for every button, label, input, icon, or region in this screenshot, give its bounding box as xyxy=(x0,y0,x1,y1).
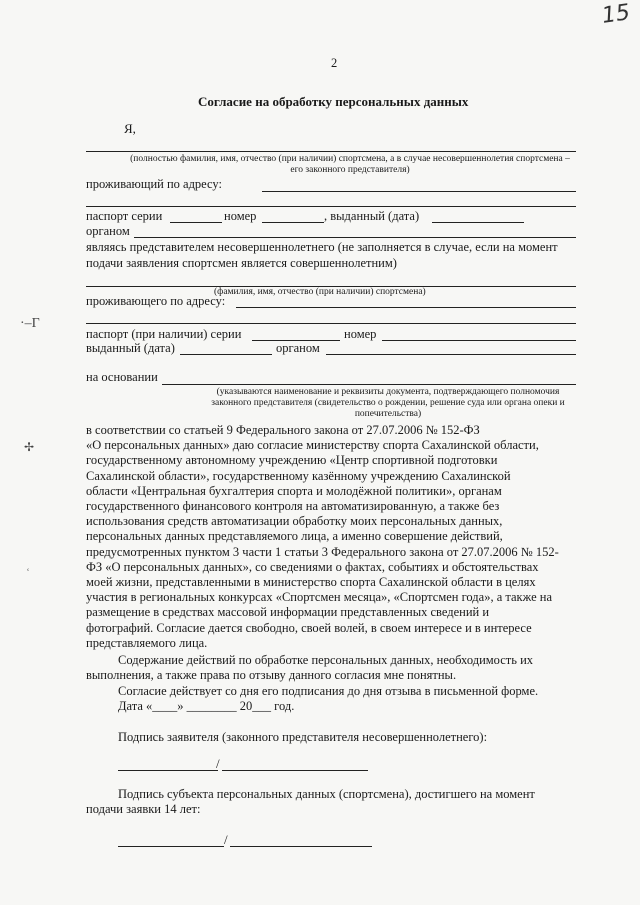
athlete-organ-field[interactable] xyxy=(326,354,576,355)
consent-line: моей жизни, представленными в министерство спорта Сахалинской области в целях xyxy=(86,575,536,590)
page-number: 2 xyxy=(331,56,338,70)
organ-field[interactable] xyxy=(134,237,576,238)
athlete-organ-label: органом xyxy=(276,341,320,355)
passport-number-field[interactable] xyxy=(262,222,324,223)
issued-date-field[interactable] xyxy=(432,222,524,223)
athlete-issued-label: выданный (дата) xyxy=(86,341,175,355)
applicant-signature-field[interactable] xyxy=(118,770,218,771)
subject-signature-label-1: Подпись субъекта персональных данных (спортсмена), достигшего на момент xyxy=(118,787,535,801)
address-label: проживающий по адресу: xyxy=(86,177,222,191)
issued-label: , выданный (дата) xyxy=(324,209,420,223)
consent-line: персональных данных представляемого лица, а именно совершение действий, xyxy=(86,529,503,544)
handwritten-page-number: 15 xyxy=(600,0,632,29)
athlete-issued-date-field[interactable] xyxy=(180,354,272,355)
consent-paragraph xyxy=(86,423,578,651)
signature-slash: / xyxy=(216,756,220,771)
subject-signature-field[interactable] xyxy=(118,846,224,847)
applicant-signature-label: Подпись заявителя (законного представителя несовершеннолетнего): xyxy=(118,730,488,744)
representative-text-1: являясь представителем несовершеннолетнего (не заполняется в случае, если на момент xyxy=(86,240,558,254)
content-line: Содержание действий по обработке персональных данных, необходимость их xyxy=(118,653,534,667)
consent-line: области «Центральная бухгалтерия спорта и молодёжной политики», органам xyxy=(86,483,502,498)
validity-line: Согласие действует со дня его подписания до дня отзыва в письменной форме. xyxy=(118,684,539,698)
address-line-1[interactable] xyxy=(262,191,576,192)
address-line-2[interactable] xyxy=(86,206,576,207)
consent-line: фотографий. Согласие дается свободно, своей волей, в своем интересе и в интересе xyxy=(86,620,532,635)
consent-line: Сахалинской области», государственному казённому учреждению Сахалинской xyxy=(86,468,511,483)
content-line: выполнения, а также права по отзыву данного согласия мне понятны. xyxy=(86,668,457,683)
ya-label: Я, xyxy=(124,121,136,136)
athlete-passport-label: паспорт (при наличии) серии xyxy=(86,327,242,341)
athlete-address-line-2[interactable] xyxy=(86,323,576,324)
athlete-passport-number-field[interactable] xyxy=(382,340,576,341)
consent-line: представляемого лица. xyxy=(86,635,208,650)
consent-line: в соответствии со статьей 9 Федерального закона от 27.07.2006 № 152-ФЗ xyxy=(86,423,480,437)
basis-label: на основании xyxy=(86,370,158,384)
subject-name-field[interactable] xyxy=(230,846,372,847)
consent-line: предусмотренных пунктом 3 части 1 статьи 3 Федерального закона от 27.07.2006 № 152- xyxy=(86,544,559,559)
fio-line[interactable] xyxy=(86,151,576,152)
consent-line: размещение в средствах массовой информации представленных сведений и xyxy=(86,605,490,620)
date-line[interactable]: Дата «____» ________ 20___ год. xyxy=(118,699,295,713)
consent-line: участия в региональных конкурсах «Спортсмен месяца», «Спортсмен года», а также на xyxy=(86,590,553,605)
passport-series-label: паспорт серии xyxy=(86,209,163,223)
consent-line: государственного финансового контроля на автоматизированную, а также без xyxy=(86,499,500,514)
athlete-address-line-1[interactable] xyxy=(236,307,576,308)
passport-number-label: номер xyxy=(224,209,257,223)
applicant-name-field[interactable] xyxy=(222,770,368,771)
consent-line: государственному автономному учреждению «Центр спортивной подготовки xyxy=(86,453,498,468)
fio-caption: (полностью фамилия, имя, отчество (при наличии) спортсмена, а в случае несовершеннолетия спортсмена – его законного представителя) xyxy=(130,154,570,175)
signature-slash-2: / xyxy=(224,832,228,847)
document-title: Согласие на обработку персональных данных xyxy=(198,94,469,109)
content-paragraph xyxy=(86,653,578,683)
consent-line: ФЗ «О персональных данных», со сведениями о фактах, событиях и обстоятельствах xyxy=(86,559,539,574)
athlete-fio-caption: (фамилия, имя, отчество (при наличии) спортсмена) xyxy=(214,287,426,297)
basis-caption: (указываются наименование и реквизиты документа, подтверждающего полномочия законного представителя (свидетельство о рождении, решение суда или органа опеки и попечительства) xyxy=(211,387,565,419)
passport-series-field[interactable] xyxy=(170,222,222,223)
organ-label: органом xyxy=(86,224,130,238)
subject-signature-label-2: подачи заявки 14 лет: xyxy=(86,802,201,816)
scan-mark: ʿ xyxy=(26,566,30,580)
athlete-address-label: проживающего по адресу: xyxy=(86,294,226,308)
scan-mark: ✢ xyxy=(24,440,35,454)
basis-field[interactable] xyxy=(162,384,576,385)
consent-line: использования средств автоматизации обработку моих персональных данных, xyxy=(86,514,503,529)
consent-line: «О персональных данных» даю согласие министерству спорта Сахалинской области, xyxy=(86,438,539,453)
scan-mark: ·–Г xyxy=(20,316,40,331)
representative-text-2: подачи заявления спортсмен является совершеннолетним) xyxy=(86,256,397,270)
athlete-passport-number-label: номер xyxy=(344,327,377,341)
